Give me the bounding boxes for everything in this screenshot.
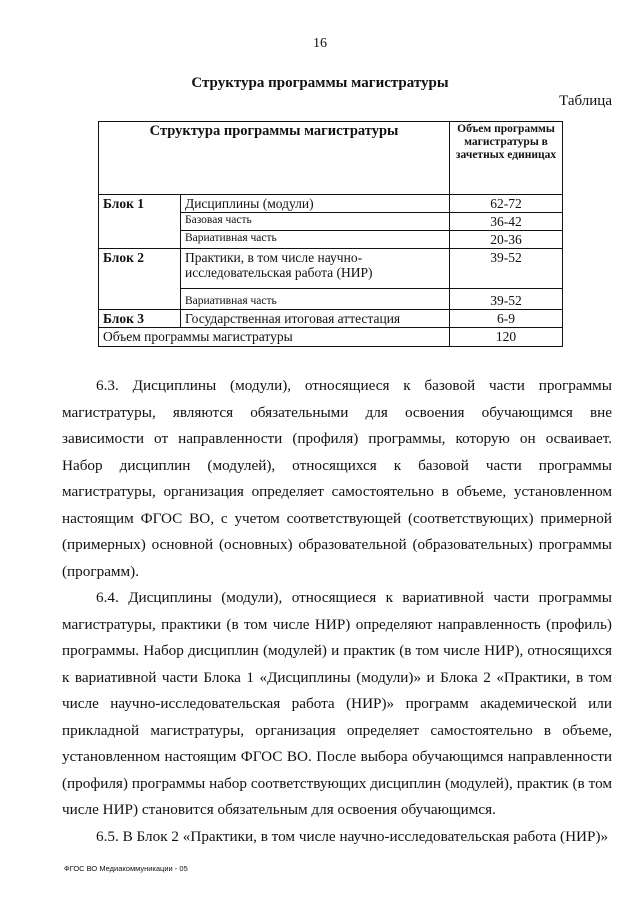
row-value: 20-36 bbox=[450, 231, 563, 249]
program-structure-table bbox=[98, 121, 563, 347]
table-row bbox=[99, 195, 563, 213]
total-label: Объем программы магистратуры bbox=[99, 328, 450, 346]
row-value: 6-9 bbox=[450, 310, 563, 328]
paragraph-6-4: 6.4. Дисциплины (модули), относящиеся к вариативной части программы магистратуры, практики (в том числе НИР) определяют направленность (профиль) программы. Набор дисциплин (модулей) и практик (в том числе НИР), относящихся к вариативной части Блока 1 «Дисциплины (модули)» и Блока 2 «Практики, в том числе научно-исследовательская работа (НИР)» программ академической или прикладной магистратуры, организация определяет самостоятельно в объеме, установленном настоящим ФГОС ВО. После выбора обучающимся направленности (профиля) программы набор соответствующих дисциплин (модулей), практик (в том числе НИР) становится обязательным для освоения обучающимся. bbox=[62, 589, 612, 818]
footer-text: ФГОС ВО Медиакоммуникации - 05 bbox=[64, 864, 188, 873]
header-volume: Объем программы магистратуры в зачетных единицах bbox=[450, 122, 563, 195]
row-name: Государственная итоговая аттестация bbox=[181, 310, 450, 328]
row-name: Базовая часть bbox=[181, 213, 450, 231]
table-row bbox=[99, 249, 563, 289]
page-number: 16 bbox=[313, 36, 327, 51]
paragraph-6-5: 6.5. В Блок 2 «Практики, в том числе научно-исследовательская работа (НИР)» bbox=[96, 827, 609, 845]
row-name: Дисциплины (модули) bbox=[181, 195, 450, 213]
row-name: Практики, в том числе научно-исследовательская работа (НИР) bbox=[181, 249, 450, 289]
row-value: 39-52 bbox=[450, 289, 563, 310]
table-header-row bbox=[99, 122, 563, 195]
block-label: Блок 3 bbox=[99, 310, 181, 328]
table-label: Таблица bbox=[559, 93, 612, 109]
block-label: Блок 2 bbox=[99, 249, 181, 310]
table-total-row bbox=[99, 328, 563, 346]
table-row bbox=[99, 310, 563, 328]
row-value: 39-52 bbox=[450, 249, 563, 289]
total-value: 120 bbox=[450, 328, 563, 346]
body-text bbox=[62, 373, 612, 850]
row-name: Вариативная часть bbox=[181, 231, 450, 249]
row-value: 62-72 bbox=[450, 195, 563, 213]
row-name: Вариативная часть bbox=[181, 289, 450, 310]
paragraph-6-3: 6.3. Дисциплины (модули), относящиеся к базовой части программы магистратуры, являются обязательными для освоения обучающимся вне зависимости от направленности (профиля) программы, которую он осваивает. Набор дисциплин (модулей), относящихся к базовой части программы магистратуры, организация определяет самостоятельно в объеме, установленном настоящим ФГОС ВО, с учетом соответствующей (соответствующих) примерной (примерных) основной (основных) образовательной (образовательных) программы (программ). bbox=[62, 377, 612, 580]
header-structure: Структура программы магистратуры bbox=[99, 122, 450, 195]
row-value: 36-42 bbox=[450, 213, 563, 231]
page-title: Структура программы магистратуры bbox=[191, 75, 449, 91]
block-label: Блок 1 bbox=[99, 195, 181, 249]
